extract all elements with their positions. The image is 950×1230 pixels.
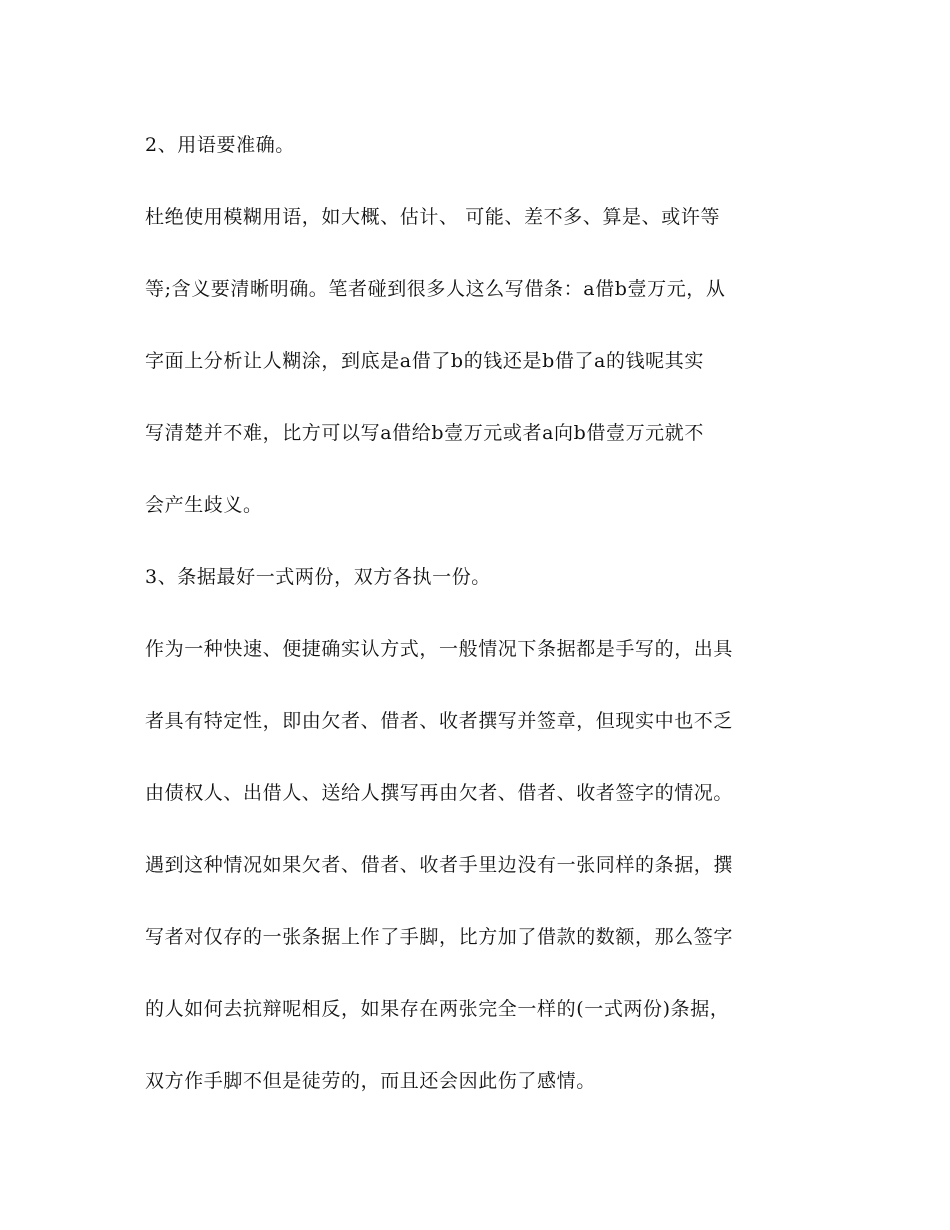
paragraph-line: 写清楚并不难，比方可以写a借给b壹万元或者a向b借壹万元就不 (145, 422, 704, 444)
paragraph-line: 者具有特定性，即由欠者、借者、收者撰写并签章，但现实中也不乏 (145, 710, 734, 732)
section-heading-2: 2、用语要准确。 (145, 134, 295, 156)
paragraph-line: 等;含义要清晰明确。笔者碰到很多人这么写借条：a借b壹万元，从 (145, 278, 726, 300)
paragraph-line: 遇到这种情况如果欠者、借者、收者手里边没有一张同样的条据，撰 (145, 854, 734, 876)
paragraph-line: 字面上分析让人糊涂，到底是a借了b的钱还是b借了a的钱呢其实 (145, 350, 704, 372)
paragraph-line: 杜绝使用模糊用语，如大概、估计、 可能、差不多、算是、或许等 (145, 206, 721, 228)
section-heading-3: 3、条据最好一式两份，双方各执一份。 (145, 566, 491, 588)
paragraph-line: 作为一种快速、便捷确实认方式，一般情况下条据都是手写的，出具 (145, 638, 734, 660)
paragraph-line: 写者对仅存的一张条据上作了手脚，比方加了借款的数额，那么签字 (145, 926, 734, 948)
paragraph-line: 双方作手脚不但是徒劳的，而且还会因此伤了感情。 (145, 1070, 596, 1092)
paragraph-line: 会产生歧义。 (145, 494, 263, 516)
paragraph-line: 的人如何去抗辩呢相反，如果存在两张完全一样的(一式两份)条据， (145, 998, 730, 1020)
paragraph-line: 由债权人、出借人、送给人撰写再由欠者、借者、收者签字的情况。 (145, 782, 734, 804)
